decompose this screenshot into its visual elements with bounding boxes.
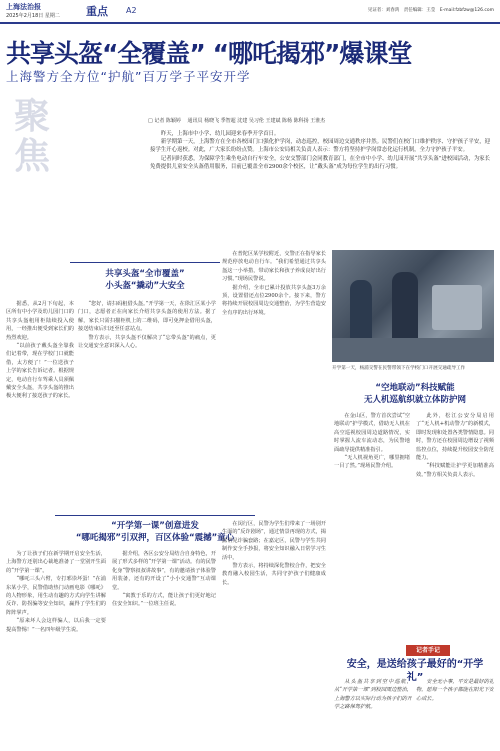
sub-headline: 上海警方全方位“护航”百万学子平安开学	[6, 69, 251, 84]
deco-char-2: 焦	[14, 135, 51, 177]
article-paragraph: 从头盔共享到空中巡航，从“开学第一课”到校园周边整治，上海警方以实际行动为孩子们的开学之路保驾护航。	[334, 679, 412, 711]
section3-title-line2: “哪吒揭邪”引双押，百区体验“震撼”童心	[75, 533, 235, 543]
section2-title-line2: 无人机巡航织就立体防护网	[363, 395, 466, 405]
section3-column-c	[222, 520, 326, 746]
section1-column-a	[6, 300, 74, 510]
article-paragraph: 安全无小事，平安是最好的礼物。愿每一个孩子都能在阳光下安心成长。	[416, 679, 494, 702]
reporter-note-tag: 记者手记	[406, 645, 450, 656]
main-headline: 共享头盔“全覆盖” “哪吒揭邪”爆课堂	[6, 39, 412, 68]
lead-paragraph: 记者同时获悉，为保障学生乘坐电动自行车安全，公安交警部门会同教育部门，在全市中小学、幼儿园开展“共享头盔”进校园活动，为家长免费提供儿童安全头盔借用服务，目前已覆盖全市2900余个校区，让“戴头盔”成为每位学生的出行习惯。	[150, 155, 490, 170]
section2-title	[335, 382, 495, 406]
photo-vehicle	[432, 285, 482, 330]
article-paragraph: 为了让孩子们在新学期开启安全生活，上海警方还别出心裁地准备了一堂别开生面的“开学第一课”。	[6, 551, 106, 574]
photo-figure	[392, 272, 418, 342]
article-paragraph: “以前孩子戴头盔全靠我们记着带，现在学校门口就能借，太方便了！”一位送孩子上学的家长告诉记者。根据规定，电动自行车驾乘人员须佩戴安全头盔，共享头盔的推出极大便利了接送孩子的家长。	[6, 343, 74, 400]
section3-title-line1: “开学第一课”创意进发	[111, 521, 199, 531]
lead-paragraph: 新学期第一天，上海警方在全市各校园门口强化护学岗，动态巡控，校园周边交通秩序井然。民警们在校门口维护秩序、守护孩子平安，迎接学生开心返校。对此，广大家长纷纷点赞。上海市公安局相关负责人表示：警方将坚持护学岗常态化运行机制，全力守护孩子平安。	[150, 139, 490, 154]
photo-caption: 开学第一天，杨浦交警在民警带领下在学校门口开展交通疏导工作	[332, 366, 466, 371]
article-paragraph: 警方表示，将持续深化警校合作，把安全教育融入校园生活，共同守护孩子们健康成长。	[222, 563, 326, 586]
page-number: A2	[126, 6, 137, 15]
article-paragraph: “原来坏人会这样骗人，以后我一定要提高警惕！”一名四年级学生说。	[6, 618, 106, 633]
byline: □ 记者 陈颖婷 通讯员 杨晓飞 季智超 沈建 吴习伦 王建斌 陈杨 陈科扬 王淮杰	[148, 118, 326, 124]
article-paragraph: 在普陀区某学校附近，交警正在指导家长规范停放电动自行车。“我们希望通过共享头盔这一小举措，带动家长和孩子养成良好出行习惯。”现场民警说。	[222, 251, 326, 283]
section3-column-b	[112, 550, 216, 746]
lead-paragraph: 昨天，上海市中小学、幼儿园迎来春季开学首日。	[160, 131, 280, 137]
editor-info: 见证者：刘春鸿 责任编辑：王莹 E-mail:fzbfzw@126.com	[367, 8, 494, 13]
section2-column-a	[334, 412, 410, 637]
article-paragraph: “寓教于乐的方式，能让孩子们更好地记住安全知识。”一位班主任说。	[112, 593, 216, 608]
article-paragraph: 此外，松江公安分局启用了“无人机+机动警力”的新模式，即时发现和处置各类警情隐患。同时，警方还在校园周边增设了视频监控点位，持续提升校园安全防范能力。	[416, 413, 494, 462]
section-divider	[70, 262, 220, 263]
section3-column-a	[6, 550, 106, 746]
section4-column-a	[334, 678, 412, 746]
section2-column-b	[416, 412, 494, 637]
article-paragraph: 据介绍，全市已累计投放共享头盔3万余顶，设置借还点位2900余个。接下来，警方将持续开展校园周边交通整治，为学生营造安全有序的出行环境。	[222, 284, 326, 316]
article-paragraph: “科技赋能让护学更加精准高效。”警方相关负责人表示。	[416, 463, 494, 478]
article-paragraph: “无人机视角更广，哪里拥堵一目了然。”现场民警介绍。	[334, 455, 410, 470]
article-paragraph: 据悉，从2月下旬起，本区所有中小学及幼儿园门口的共享头盔租用柜陆续投入使用，一经推出便受到家长们的热烈欢迎。	[6, 301, 74, 341]
section1-title-line1: 共享头盔“全市覆盖”	[105, 269, 185, 279]
article-paragraph: “您好，请扫码租借头盔。”开学第一天，在徐汇区某小学门口，志愿者正在向家长介绍共享头盔的使用方法。据了解，家长只需扫描柜机上的二维码，即可免押金借用头盔，接送结束后归还至任意站点。	[78, 301, 216, 333]
article-paragraph: 在金山区，警方首次尝试“空地联动”护学模式，借助无人机在高空巡视校园周边道路情况，实时掌握人流车流动态，为民警地面疏导提供精准指引。	[334, 413, 410, 453]
section4-title: 安全，是送给孩子最好的“开学礼”	[346, 659, 484, 683]
issue-date: 2025年2月18日 星期二	[6, 13, 60, 19]
deco-char-1: 聚	[14, 95, 51, 137]
section4-column-b	[416, 678, 494, 746]
photo-ground	[332, 338, 494, 362]
masthead	[0, 0, 500, 24]
section2-title-line1: “空地联动”科技赋能	[375, 383, 455, 393]
article-paragraph: “哪吒三头六臂，专打邪祟坏蛋！”在浦东某小学，民警借助热门动画电影《哪吒》的人物形象，用生动有趣的方式向学生讲解反诈、防拐骗等安全知识，赢得了学生们的阵阵掌声。	[6, 576, 106, 616]
article-paragraph: 在闵行区，民警为学生们带来了一场别开生面的“反诈剧场”，通过情景再现的方式，揭露常见诈骗套路；在嘉定区，民警与学生共同制作安全手抄报，将安全知识融入日常学习生活中。	[222, 521, 326, 561]
article-paragraph: 据介绍，各区公安分局结合自身特色，开展了形式多样的“开学第一课”活动。有的民警化身“警察叔叔讲故事”，有的邀请孩子体验警用装备，还有的开设了“小小交通警”互动课堂。	[112, 551, 216, 591]
decorative-title	[14, 96, 50, 176]
photo-figure	[350, 280, 372, 340]
newspaper-logo: 上海法治报	[6, 3, 41, 11]
lead-paragraphs	[150, 130, 490, 171]
news-photo	[332, 250, 494, 362]
section1-column-b	[78, 300, 216, 510]
article-paragraph: 警方表示，共享头盔不仅解决了“忘带头盔”的痛点，更让交通安全意识深入人心。	[78, 334, 216, 350]
section-name: 重点	[86, 5, 108, 18]
section1-column-c	[222, 250, 326, 510]
section1-title-line2: 小头盔“撬动”大安全	[105, 281, 185, 291]
section1-title	[75, 268, 215, 292]
section-divider	[55, 515, 255, 516]
